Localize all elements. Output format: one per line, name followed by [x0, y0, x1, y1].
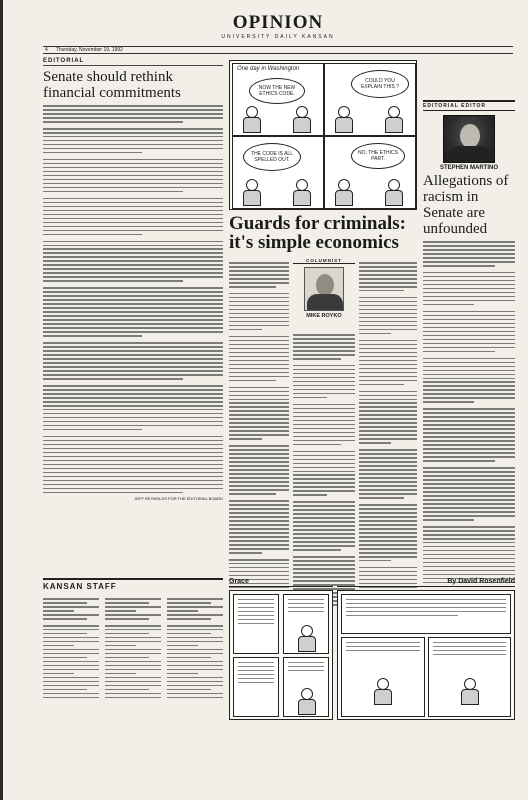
author-photo	[443, 115, 495, 163]
comic-grace-title: Grace	[229, 578, 249, 585]
cartoon-panel-3	[232, 136, 324, 209]
figure-icon	[383, 179, 405, 207]
speech-bubble-2: COULD YOU EXPLAIN THIS ?	[351, 70, 409, 98]
staff-title: KANSAN STAFF	[43, 582, 117, 591]
figure-icon	[241, 179, 263, 207]
author-name: STEPHEN MARTINO	[439, 165, 498, 171]
page-number: 4	[45, 47, 48, 53]
editorial-cartoon	[229, 60, 417, 210]
staff-box	[43, 578, 223, 701]
comic-grace	[229, 578, 333, 720]
comic-grace-panels	[229, 590, 333, 720]
figure-icon	[333, 106, 355, 134]
section-title: OPINION	[232, 12, 324, 33]
editorial-headline: Senate should rethink financial commitments	[43, 69, 181, 101]
columnist-kicker: COLUMNIST	[293, 258, 355, 264]
editorial-body	[43, 105, 223, 493]
editorial-article	[43, 58, 223, 501]
issue-date: Thursday, November 19, 1992	[55, 47, 123, 53]
columnist-photo	[304, 267, 344, 311]
speech-bubble-3: THE CODE IS ALL SPELLED OUT.	[243, 143, 301, 171]
figure-icon	[459, 678, 481, 706]
comic-panel	[283, 594, 329, 654]
speech-bubble-4: NO, THE ETHICS PART.	[351, 143, 405, 169]
guards-body-col-3	[359, 262, 417, 607]
cartoon-panel-4	[324, 136, 416, 209]
comic-rosenfield-byline: By David Rosenfield	[447, 578, 515, 585]
comic-panel	[341, 637, 425, 717]
figure-icon	[333, 179, 355, 207]
cartoon-panel-2	[324, 63, 416, 136]
speech-bubble-1: NOW THE NEW ETHICS CODE.	[249, 78, 305, 104]
comic-panel	[283, 657, 329, 717]
figure-icon	[291, 179, 313, 207]
cartoon-caption: One day in Washington	[237, 66, 300, 72]
figure-icon	[241, 106, 263, 134]
figure-icon	[372, 678, 394, 706]
comic-panel	[428, 637, 511, 717]
comic-panel	[233, 657, 279, 717]
comic-rosenfield	[337, 578, 515, 720]
cartoon-panel-1	[232, 63, 324, 136]
column-kicker: EDITORIAL EDITOR	[423, 100, 515, 111]
guest-column	[423, 100, 515, 590]
guards-body-col-1	[229, 262, 289, 611]
dateline	[43, 46, 513, 54]
column-body	[423, 241, 515, 587]
guards-body-col-2	[293, 334, 355, 612]
paper-name: UNIVERSITY DAILY KANSAN	[221, 34, 335, 40]
comic-panel	[341, 594, 511, 634]
figure-icon	[296, 688, 318, 716]
figure-icon	[383, 106, 405, 134]
figure-icon	[296, 625, 318, 653]
columnist-name: MIKE ROYKO	[306, 313, 342, 319]
masthead	[43, 12, 513, 46]
column-headline: Allegations of racism in Senate are unfounded	[423, 173, 509, 237]
column-headline-guards: Guards for criminals: it's simple economics	[229, 213, 406, 253]
comic-rosenfield-panels	[337, 590, 515, 720]
staff-listing	[43, 594, 223, 701]
comic-panel	[233, 594, 279, 654]
columnist-box	[293, 258, 355, 319]
editorial-topic: EDITORIAL	[43, 58, 223, 66]
figure-icon	[291, 106, 313, 134]
editorial-signature: JEFF REYNOLDS FOR THE EDITORIAL BOARD	[134, 495, 223, 501]
